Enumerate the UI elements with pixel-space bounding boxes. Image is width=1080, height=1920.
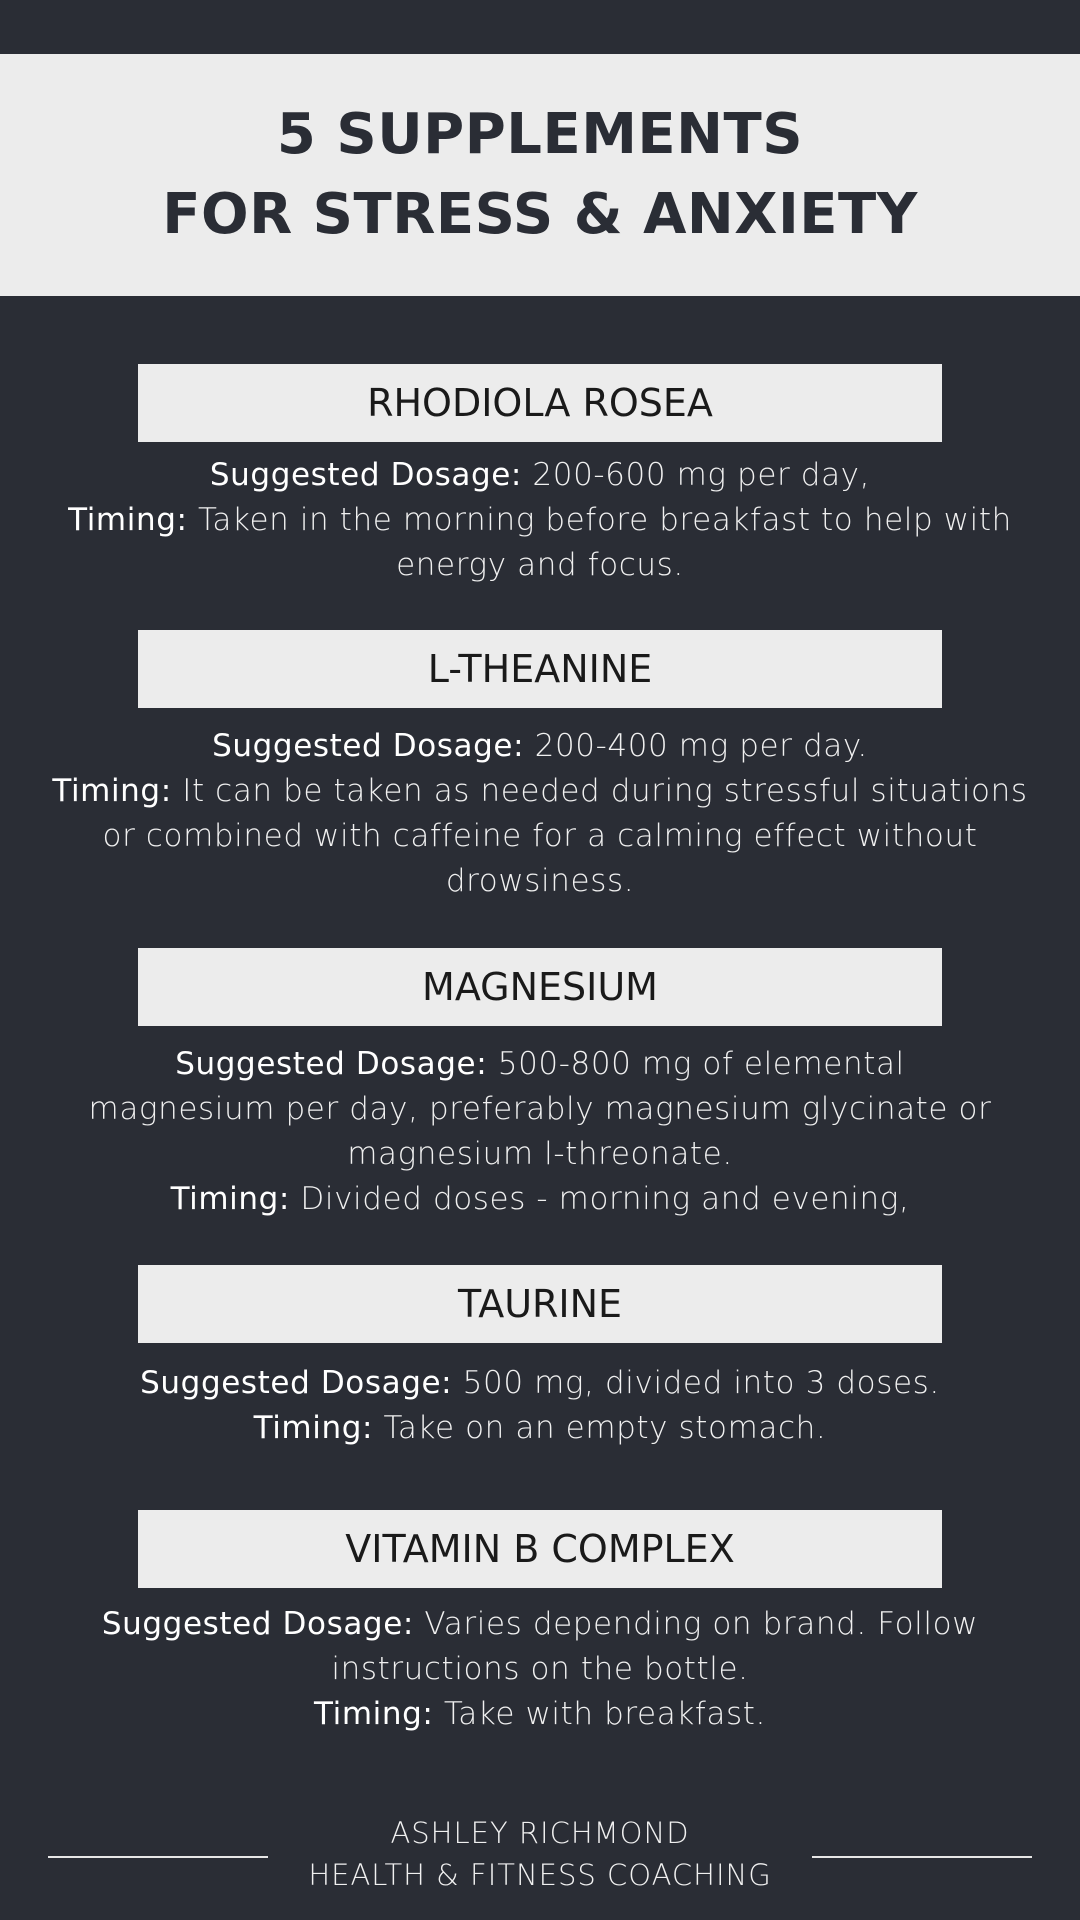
supplement-heading-taurine: [138, 1265, 942, 1343]
supplement-name: TAURINE: [457, 1282, 623, 1326]
footer-tagline: HEALTH & FITNESS COACHING: [308, 1858, 772, 1892]
supplement-details-magnesium: [20, 1042, 1060, 1222]
dosage-label: Suggested Dosage:: [140, 1365, 453, 1401]
dosage-line: [20, 1042, 1060, 1087]
dosage-value-continued: magnesium l-threonate.: [347, 1136, 733, 1172]
supplement-name: MAGNESIUM: [422, 965, 658, 1009]
timing-label: Timing:: [314, 1696, 434, 1732]
dosage-line: [20, 1361, 1060, 1406]
timing-value: Taken in the morning before breakfast to help with: [198, 502, 1012, 538]
dosage-line: [20, 1602, 1060, 1647]
footer: [0, 1812, 1080, 1902]
timing-label: Timing:: [253, 1410, 374, 1446]
dosage-label: Suggested Dosage:: [212, 728, 525, 764]
title-banner: [0, 54, 1080, 296]
dosage-line: [20, 724, 1060, 769]
supplement-details-vitamin-b: [20, 1602, 1060, 1737]
supplement-details-rhodiola: [20, 453, 1060, 588]
supplement-details-taurine: [20, 1361, 1060, 1451]
supplement-name: RHODIOLA ROSEA: [367, 381, 713, 425]
supplement-heading-vitamin-b: [138, 1510, 942, 1588]
timing-value: Take on an empty stomach.: [383, 1410, 827, 1446]
page-title-line-2: FOR STRESS & ANXIETY: [162, 182, 918, 247]
page-title-line-1: 5 SUPPLEMENTS: [276, 102, 804, 167]
timing-line: [20, 1177, 1060, 1222]
dosage-value: Varies depending on brand. Follow: [424, 1606, 979, 1642]
supplement-name: VITAMIN B COMPLEX: [345, 1527, 735, 1571]
timing-value: It can be taken as needed during stressful situations: [182, 773, 1028, 809]
footer-name: ASHLEY RICHMOND: [390, 1816, 690, 1850]
timing-line: [20, 1692, 1060, 1737]
dosage-label: Suggested Dosage:: [175, 1046, 488, 1082]
timing-line: [20, 1406, 1060, 1451]
timing-value: Divided doses - morning and evening,: [300, 1181, 910, 1217]
dosage-value-continued: magnesium per day, preferably magnesium glycinate or: [88, 1091, 992, 1127]
timing-value-continued: drowsiness.: [445, 863, 635, 899]
timing-line: [20, 769, 1060, 814]
timing-value: Take with breakfast.: [443, 1696, 766, 1732]
supplement-heading-l-theanine: [138, 630, 942, 708]
supplement-heading-magnesium: [138, 948, 942, 1026]
dosage-value: 200-600 mg per day,: [532, 457, 871, 493]
timing-label: Timing:: [68, 502, 188, 538]
supplement-details-l-theanine: [20, 724, 1060, 904]
dosage-value: 200-400 mg per day.: [534, 728, 868, 764]
dosage-value-continued: instructions on the bottle.: [331, 1651, 749, 1687]
dosage-line: [20, 453, 1060, 498]
dosage-value: 500-800 mg of elemental: [497, 1046, 905, 1082]
dosage-label: Suggested Dosage:: [209, 457, 522, 493]
timing-line: [20, 498, 1060, 543]
timing-value-continued: energy and focus.: [396, 547, 684, 583]
supplement-heading-rhodiola: [138, 364, 942, 442]
timing-value-continued: or combined with caffeine for a calming effect without: [102, 818, 978, 854]
timing-label: Timing:: [170, 1181, 290, 1217]
timing-label: Timing:: [52, 773, 172, 809]
supplement-name: L-THEANINE: [427, 647, 653, 691]
dosage-label: Suggested Dosage:: [101, 1606, 414, 1642]
dosage-value: 500 mg, divided into 3 doses.: [462, 1365, 940, 1401]
